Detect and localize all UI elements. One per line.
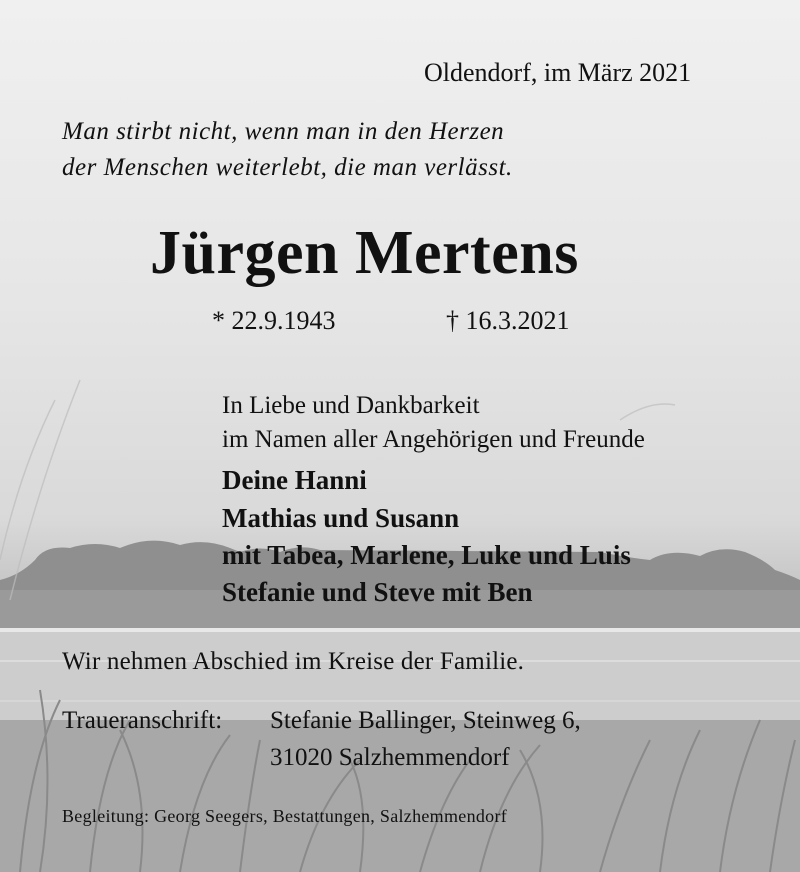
- death-date: † 16.3.2021: [446, 306, 570, 335]
- address-line-2: 31020 Salzhemmendorf: [270, 744, 510, 771]
- quote-line-2: der Menschen weiterlebt, die man verlässt.: [62, 154, 513, 181]
- place-date: Oldendorf, im März 2021: [424, 58, 692, 87]
- undertaker-credit: Begleitung: Georg Seegers, Bestattungen, Salzhemmendorf: [62, 806, 508, 826]
- foreground-reeds: [0, 720, 800, 872]
- family-member-line: Deine Hanni: [222, 465, 367, 495]
- family-member-line: Stefanie und Steve mit Ben: [222, 577, 533, 607]
- deceased-name: Jürgen Mertens: [150, 219, 579, 287]
- family-member-line: Mathias und Susann: [222, 503, 460, 533]
- dedication-line-1: In Liebe und Dankbarkeit: [222, 392, 480, 419]
- farewell-text: Wir nehmen Abschied im Kreise der Familie.: [62, 648, 525, 675]
- quote-line-1: Man stirbt nicht, wenn man in den Herzen: [62, 118, 505, 145]
- address-label: Traueranschrift:: [62, 707, 223, 734]
- birth-date: * 22.9.1943: [212, 306, 336, 335]
- dedication-line-2: im Namen aller Angehörigen und Freunde: [222, 426, 645, 453]
- family-member-line: mit Tabea, Marlene, Luke und Luis: [222, 540, 631, 570]
- address-line-1: Stefanie Ballinger, Steinweg 6,: [270, 707, 581, 734]
